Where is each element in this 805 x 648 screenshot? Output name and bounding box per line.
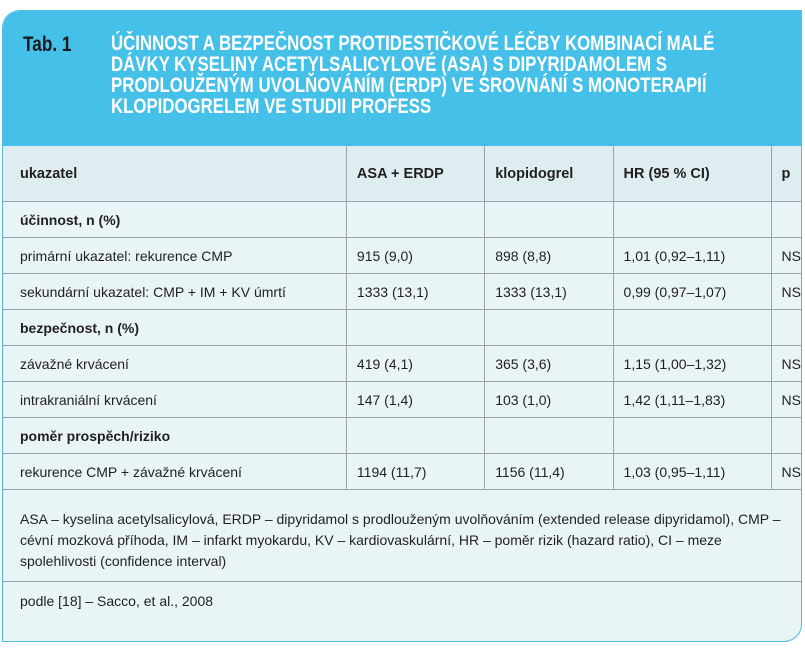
table-cell [485,418,613,454]
table-cell [613,418,771,454]
table-cell: 103 (1,0) [485,382,613,418]
table-label: Tab. 1 [23,33,72,56]
abbreviations-footnote: ASA – kyselina acetylsalicylová, ERDP – dipyridamol s prodlouženým uvolňováním (extended release dipyridamol), CMP – cévní mozková příhoda, IM – infarkt myokardu, KV – kardiovaskulární, HR – poměr rizik (hazard ratio), CI – meze spolehlivosti (confidence interval) [20,511,781,569]
column-header-hr: HR (95 % CI) [613,146,771,202]
table-cell: 915 (9,0) [346,238,484,274]
group-label: účinnost, n (%) [3,202,346,238]
table-cell: primární ukazatel: rekurence CMP [3,238,346,274]
column-header-klopidogrel: klopidogrel [485,146,613,202]
table-cell: NS [771,346,801,382]
table-cell: závažné krvácení [3,346,346,382]
table-row [3,238,801,274]
footnote-divider [3,581,801,582]
table-cell: sekundární ukazatel: CMP + IM + KV úmrtí [3,274,346,310]
table-cell: 1156 (11,4) [485,454,613,490]
table-cell [346,418,484,454]
table-cell: NS [771,274,801,310]
table-cell: 419 (4,1) [346,346,484,382]
footnote-block [20,509,790,572]
table-row [3,382,801,418]
table-row [3,274,801,310]
table-row [3,454,801,490]
table-row [3,346,801,382]
table-cell [485,310,613,346]
table-cell [346,310,484,346]
table-cell: 1,42 (1,11–1,83) [613,382,771,418]
group-label: poměr prospěch/riziko [3,418,346,454]
column-header-row [3,146,801,202]
source-citation: podle [18] – Sacco, et al., 2008 [20,593,214,609]
group-row [3,202,801,238]
table-cell [485,202,613,238]
column-header-p: p [771,146,801,202]
column-header-asa-erdp: ASA + ERDP [346,146,484,202]
table-cell: NS [771,238,801,274]
table-cell: 1333 (13,1) [346,274,484,310]
data-table [3,146,801,490]
table-cell: rekurence CMP + závažné krvácení [3,454,346,490]
table-cell: 898 (8,8) [485,238,613,274]
table-cell: 1,01 (0,92–1,11) [613,238,771,274]
table-header [3,11,801,146]
table-cell: NS [771,382,801,418]
table-cell: 1194 (11,7) [346,454,484,490]
column-header-ukazatel: ukazatel [3,146,346,202]
table-title: ÚČINNOST A BEZPEČNOST PROTIDESTIČKOVÉ LÉČBY KOMBINACÍ MALÉ DÁVKY KYSELINY ACETYLSALICYLOVÉ (ASA) S DIPYRIDAMOLEM S PRODLOUŽENÝM UVOLŇOVÁNÍM (ERDP) VE SROVNÁNÍ S MONOTERAPIÍ KLOPIDOGRELEM VE STUDII PROFESS [111,32,715,118]
table-cell: NS [771,454,801,490]
group-label: bezpečnost, n (%) [3,310,346,346]
table-cell: 1333 (13,1) [485,274,613,310]
table-cell [771,202,801,238]
table-cell: 1,15 (1,00–1,32) [613,346,771,382]
table-cell: intrakraniální krvácení [3,382,346,418]
table-cell [771,418,801,454]
table-cell [771,310,801,346]
table-cell: 1,03 (0,95–1,11) [613,454,771,490]
table-cell: 147 (1,4) [346,382,484,418]
table-cell [613,202,771,238]
group-row [3,310,801,346]
table-cell: 365 (3,6) [485,346,613,382]
table-cell [346,202,484,238]
group-row [3,418,801,454]
table-panel [2,10,802,642]
table-cell [613,310,771,346]
table-cell: 0,99 (0,97–1,07) [613,274,771,310]
